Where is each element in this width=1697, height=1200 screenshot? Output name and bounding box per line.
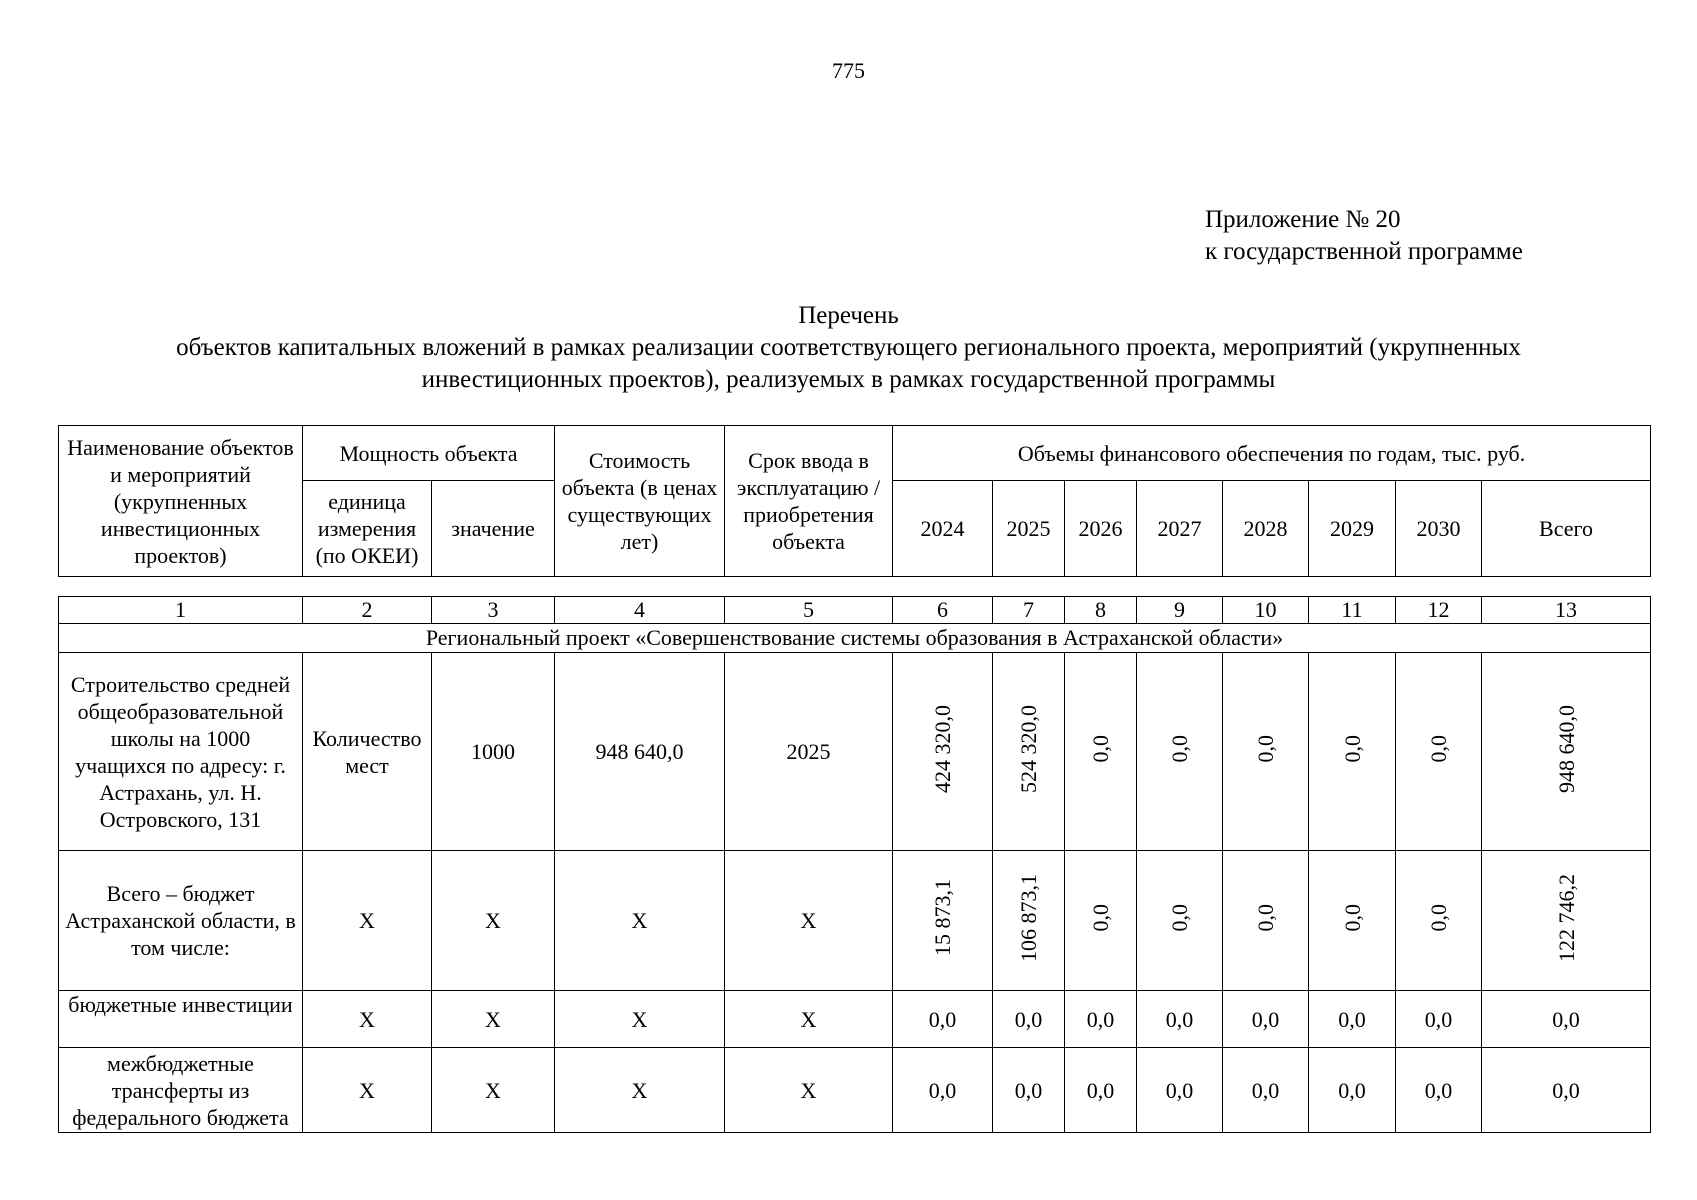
investments-amount-total: 0,0 [1482,991,1651,1048]
investments-value: X [432,991,555,1048]
table-row [59,1048,1651,1133]
column-number: 1 [59,597,303,624]
table-row [59,653,1651,851]
transfers-amount-2030: 0,0 [1396,1048,1482,1133]
column-number: 2 [303,597,432,624]
object-amount-2030: 0,0 [1426,734,1451,763]
investments-amount-2024: 0,0 [893,991,993,1048]
transfers-term: X [725,1048,893,1133]
page-number: 775 [832,58,865,83]
column-number: 9 [1137,597,1223,624]
header-year-2026: 2026 [1065,481,1137,577]
header-capacity: Мощность объекта [303,426,555,481]
table-row [59,851,1651,991]
transfers-amount-2025: 0,0 [993,1048,1065,1133]
transfers-amount-2027: 0,0 [1137,1048,1223,1133]
investments-amount-2028: 0,0 [1223,991,1309,1048]
object-amount-2025: 524 320,0 [1016,704,1041,793]
header-cost: Стоимость объекта (в ценах существующих лет) [555,426,725,577]
budget-total-amount-2025: 106 873,1 [1016,873,1041,962]
investments-amount-2029: 0,0 [1309,991,1396,1048]
column-number: 8 [1065,597,1137,624]
column-number: 11 [1309,597,1396,624]
header-total: Всего [1482,481,1651,577]
header-year-2029: 2029 [1309,481,1396,577]
table-row [59,991,1651,1048]
transfers-amount-2024: 0,0 [893,1048,993,1133]
investments-amount-2030: 0,0 [1396,991,1482,1048]
header-year-2030: 2030 [1396,481,1482,577]
title-line-3: инвестиционных проектов), реализуемых в рамках государственной программы [421,366,1276,393]
transfers-unit: X [303,1048,432,1133]
header-year-2027: 2027 [1137,481,1223,577]
header-value: значение [432,481,555,577]
transfers-amount-2029: 0,0 [1309,1048,1396,1133]
budget-total-amount-2028: 0,0 [1253,903,1278,932]
budget-total-term: X [725,851,893,991]
transfers-amount-total: 0,0 [1482,1048,1651,1133]
investments-amount-2027: 0,0 [1137,991,1223,1048]
object-unit: Количество мест [303,653,432,851]
transfers-value: X [432,1048,555,1133]
table-body [58,596,1651,1133]
investments-amount-2025: 0,0 [993,991,1065,1048]
column-number: 6 [893,597,993,624]
column-number-row [59,597,1651,624]
budget-total-amount-2024: 15 873,1 [930,879,955,956]
title-line-2: объектов капитальных вложений в рамках реализации соответствующего регионального проекта, мероприятий (укрупненных [176,334,1521,361]
header-year-2025: 2025 [993,481,1065,577]
column-number: 4 [555,597,725,624]
budget-total-amount-2029: 0,0 [1339,903,1365,932]
title-line-1: Перечень [798,302,899,329]
appendix-line-1: Приложение № 20 [1205,206,1401,233]
budget-total-amount-2030: 0,0 [1426,903,1451,932]
column-number: 13 [1482,597,1651,624]
header-unit: единица измерения (по ОКЕИ) [303,481,432,577]
budget-total-name: Всего – бюджет Астраханской области, в том числе: [59,851,303,991]
investments-unit: X [303,991,432,1048]
document-title [40,300,1657,396]
object-amount-2024: 424 320,0 [930,704,955,793]
column-number: 12 [1396,597,1482,624]
budget-total-amount-2027: 0,0 [1167,903,1192,932]
section-row [59,624,1651,653]
budget-total-amount-total: 122 746,2 [1553,873,1579,962]
column-number: 7 [993,597,1065,624]
budget-total-value: X [432,851,555,991]
investments-cost: X [555,991,725,1048]
transfers-name: межбюджетные трансферты из федерального бюджета [59,1048,303,1133]
object-cost: 948 640,0 [555,653,725,851]
object-amount-total: 948 640,0 [1553,704,1579,793]
object-amount-2027: 0,0 [1167,734,1192,763]
column-number: 10 [1223,597,1309,624]
column-number: 3 [432,597,555,624]
header-commissioning-term: Срок ввода в эксплуатацию /приобретения объекта [725,426,893,577]
object-amount-2026: 0,0 [1088,734,1113,763]
object-amount-2029: 0,0 [1339,734,1365,763]
column-number: 5 [725,597,893,624]
header-name-column: Наименование объектов и мероприятий (укрупненных инвестиционных проектов) [59,426,303,577]
object-name: Строительство средней общеобразовательной школы на 1000 учащихся по адресу: г. Астрахань, ул. Н. Островского, 131 [59,653,303,851]
transfers-amount-2026: 0,0 [1065,1048,1137,1133]
budget-total-amount-2026: 0,0 [1088,903,1113,932]
header-year-2024: 2024 [893,481,993,577]
investments-name: бюджетные инвестиции [59,991,303,1048]
budget-total-unit: X [303,851,432,991]
header-financing: Объемы финансового обеспечения по годам, тыс. руб. [893,426,1651,481]
transfers-amount-2028: 0,0 [1223,1048,1309,1133]
header-year-2028: 2028 [1223,481,1309,577]
object-amount-2028: 0,0 [1253,734,1278,763]
object-term: 2025 [725,653,893,851]
investments-term: X [725,991,893,1048]
appendix-line-2: к государственной программе [1205,238,1523,265]
budget-total-cost: X [555,851,725,991]
section-title: Региональный проект «Совершенствование системы образования в Астраханской области» [59,624,1651,653]
transfers-cost: X [555,1048,725,1133]
object-value: 1000 [432,653,555,851]
investments-amount-2026: 0,0 [1065,991,1137,1048]
appendix-note [1205,204,1523,268]
table-header [58,425,1651,577]
